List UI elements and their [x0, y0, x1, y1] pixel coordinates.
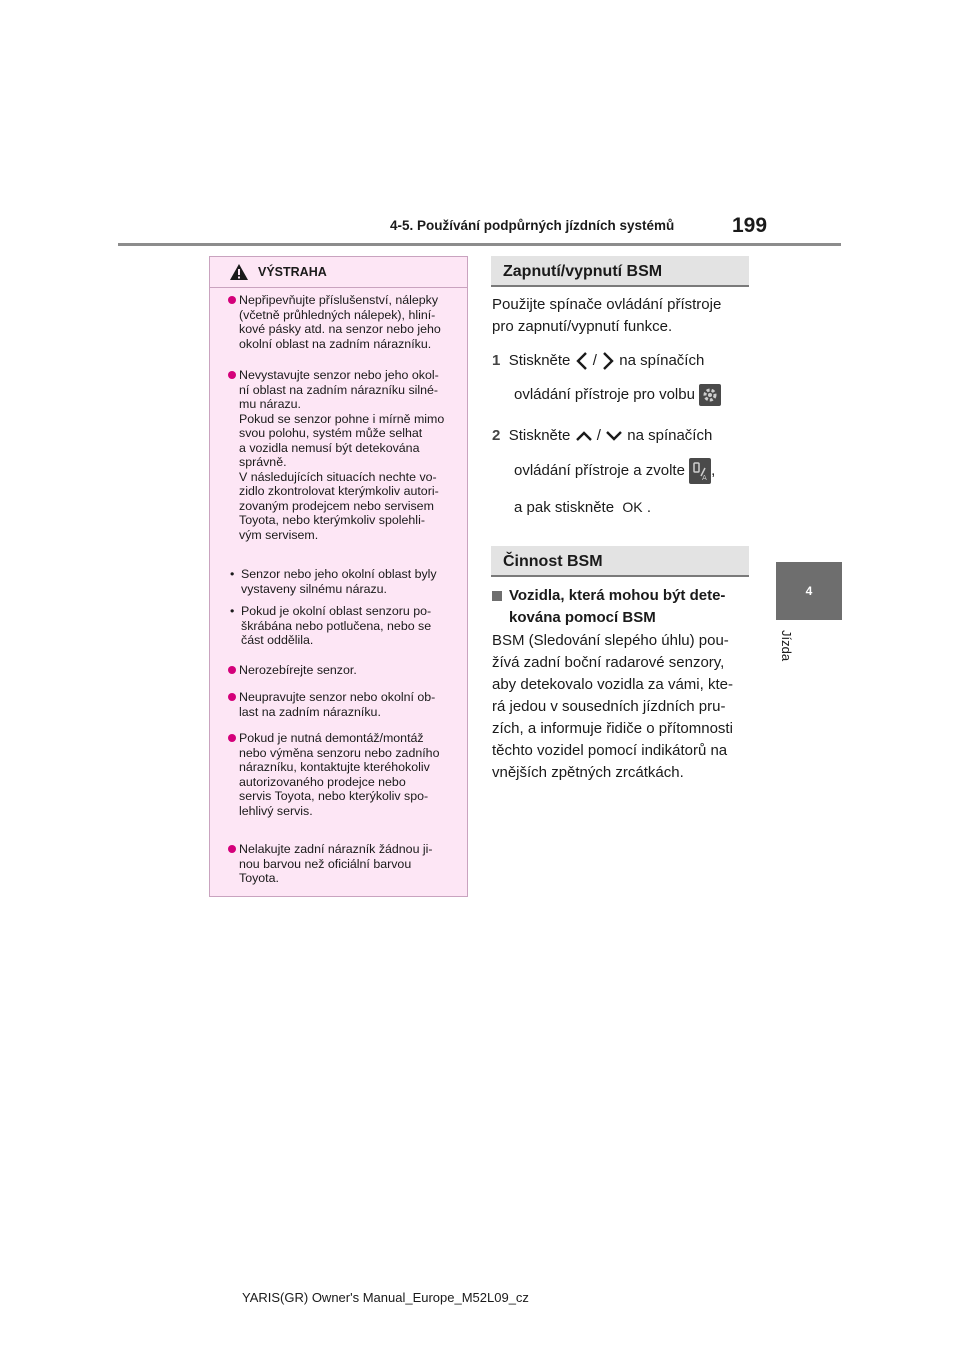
section-heading-onoff: Zapnutí/vypnutí BSM [491, 256, 749, 287]
chevron-down-icon [605, 429, 623, 443]
warning-item: Neupravujte senzor nebo okolní ob- last na zadním nárazníku. [228, 690, 464, 719]
step-2-line-1: 2 Stiskněte / na spínačích [492, 427, 713, 444]
warning-triangle-icon [229, 263, 249, 281]
section-title: 4-5. Používání podpůrných jízdních systémů [390, 218, 675, 233]
driver-assist-icon [689, 458, 711, 484]
activity-body: BSM (Sledování slepého úhlu) pou- žívá zadní boční radarové senzory, aby detekovalo vozidla za vámi, kte- rá jedou v sousedních jízdních pru- zích, a informuje řidiče o přítomnosti těchto vozidel pomocí indikátorů na vnějších zpětných zrcátkách. [492, 632, 733, 781]
page-footer: YARIS(GR) Owner's Manual_Europe_M52L09_cz [242, 1290, 529, 1305]
onoff-intro: Použijte spínače ovládání přístroje pro zapnutí/vypnutí funkce. [492, 296, 722, 335]
bullet-icon [228, 734, 236, 742]
warning-subitem: • Pokud je okolní oblast senzoru po- škrábána nebo potlučena, nebo se část oddělila. [230, 604, 432, 647]
step-2-line-2: ovládání přístroje a zvolte A , [514, 458, 776, 484]
chapter-tab[interactable]: 4 [776, 562, 842, 620]
step-1-line-2: ovládání přístroje pro volbu [514, 384, 776, 406]
activity-subheading: Vozidla, která mohou být dete- kována pomocí BSM [492, 585, 752, 629]
bullet-icon [228, 666, 236, 674]
square-bullet-icon [492, 591, 502, 601]
warning-item: Nepřipevňujte příslušenství, nálepky (včetně průhledných nálepek), hliní- kové pásky atd. na senzor nebo jeho okolní oblast na zadním nárazníku. [228, 293, 464, 351]
step-1-line-1: 1 Stiskněte / na spínačích [492, 350, 754, 372]
warning-item: Pokud je nutná demontáž/montáž nebo výměna senzoru nebo zadního nárazníku, kontaktujte kteréhokoliv autorizovaného prodejce nebo servis Toyota, nebo kterýkoliv spo- lehlivý servis. [228, 731, 464, 818]
ok-button-icon: OK [622, 499, 643, 515]
bullet-icon [228, 371, 236, 379]
warning-item: Nerozebírejte senzor. [228, 663, 464, 678]
warning-subitem: • Senzor nebo jeho okolní oblast byly vystaveny silnému nárazu. [230, 567, 437, 596]
chevron-right-icon [601, 351, 615, 371]
page-number: 199 [732, 214, 768, 237]
svg-text:A: A [702, 474, 707, 482]
bullet-icon [228, 296, 236, 304]
warning-title: VÝSTRAHA [258, 265, 327, 279]
warning-item: Nevystavujte senzor nebo jeho okol- ní oblast na zadním nárazníku silné- mu nárazu. Pokud se senzor pohne i mírně mimo svou polohu, systém může selhat a vozidla nemusí být detekována správně. V následujících situacích nechte vo- zidlo zkontrolovat kterýmkoliv autori- zovaným prodejcem nebo servisem Toyota, nebo kterýmkoliv spolehli- vým servisem. [228, 368, 464, 542]
section-heading-activity: Činnost BSM [491, 546, 749, 577]
warning-item: Nelakujte zadní nárazník žádnou ji- nou barvou než oficiální barvou Toyota. [228, 842, 464, 886]
chapter-label-text: Jízda [779, 630, 794, 662]
chevron-left-icon [575, 351, 589, 371]
warning-box [209, 256, 468, 897]
chapter-label [778, 630, 808, 690]
warning-header [210, 257, 467, 287]
bullet-icon [228, 845, 236, 853]
bullet-icon [228, 693, 236, 701]
chevron-up-icon [575, 429, 593, 443]
header-rule [118, 243, 841, 246]
settings-gear-icon [699, 384, 721, 406]
warning-divider [210, 287, 467, 288]
step-2-line-3: a pak stiskněte OK . [514, 499, 651, 516]
